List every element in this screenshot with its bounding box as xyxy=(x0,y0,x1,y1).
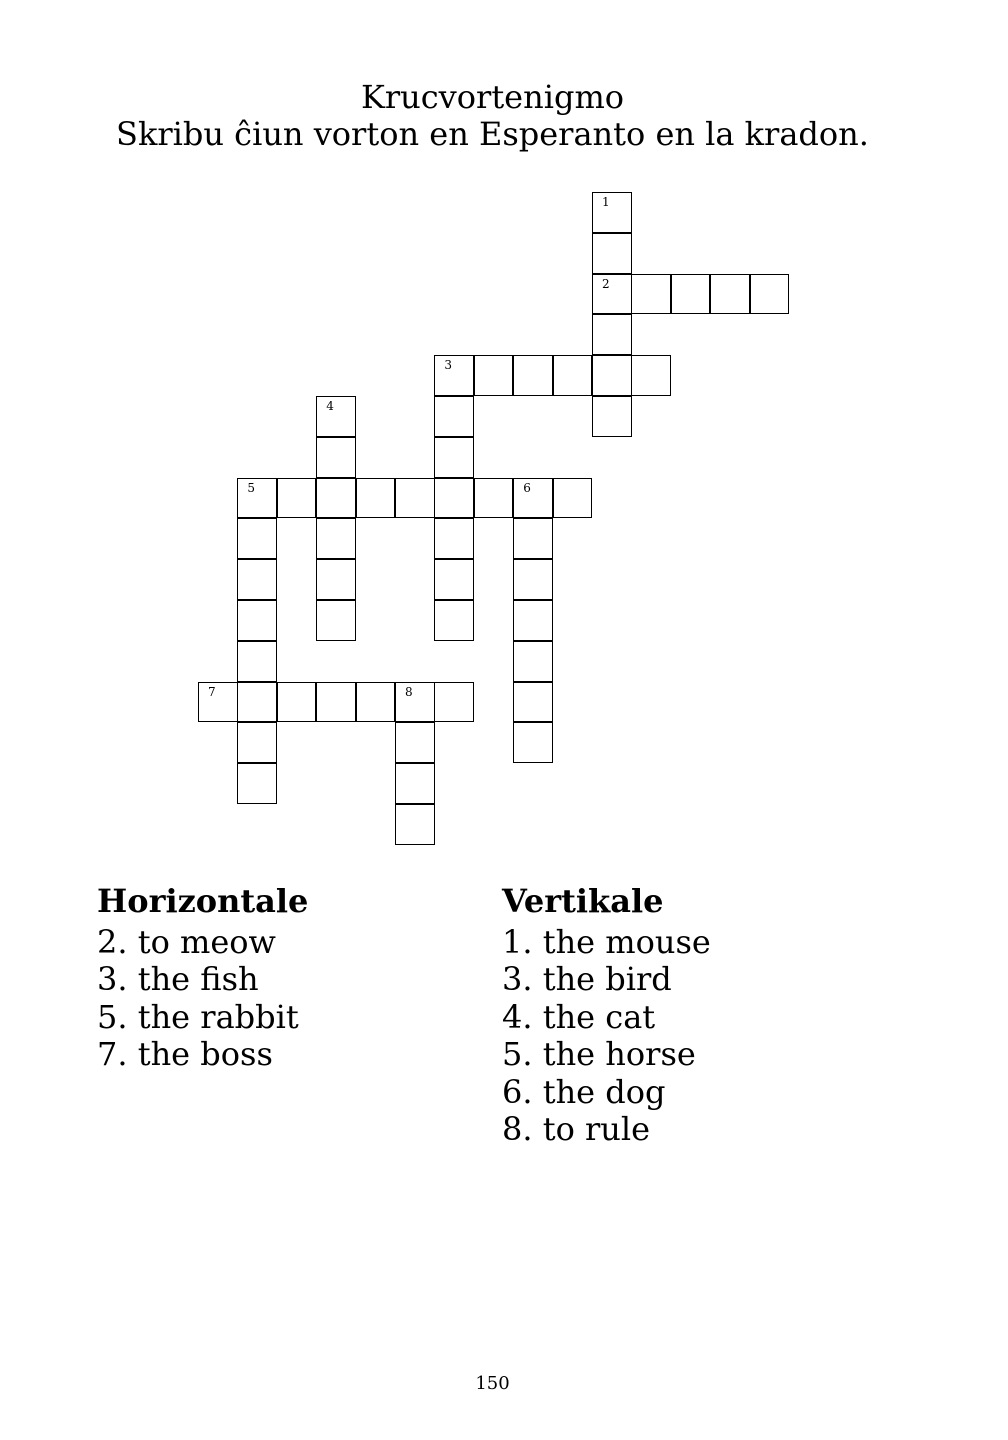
grid-cell[interactable] xyxy=(237,763,277,804)
grid-cell[interactable] xyxy=(237,518,277,559)
grid-cell[interactable] xyxy=(474,478,514,519)
clue-number: 3 xyxy=(444,358,453,373)
grid-cell[interactable] xyxy=(592,355,632,396)
grid-cell[interactable] xyxy=(592,274,632,315)
down-clue: 3. the bird xyxy=(502,960,672,999)
grid-cell[interactable] xyxy=(513,722,553,763)
grid-cell[interactable] xyxy=(237,641,277,682)
grid-cell[interactable] xyxy=(434,396,474,437)
grid-cell[interactable] xyxy=(237,478,277,519)
clue-number: 2 xyxy=(602,276,610,291)
across-clue: 5. the rabbit xyxy=(97,997,299,1036)
grid-cell[interactable] xyxy=(198,682,238,723)
grid-cell[interactable] xyxy=(671,274,711,315)
grid-cell[interactable] xyxy=(434,478,474,519)
grid-cell[interactable] xyxy=(395,722,435,763)
across-heading: Horizontale xyxy=(97,882,309,920)
grid-cell[interactable] xyxy=(395,478,435,519)
grid-cell[interactable] xyxy=(434,600,474,641)
across-clue: 7. the boss xyxy=(97,1035,273,1074)
clue-number: 8 xyxy=(405,684,413,699)
grid-cell[interactable] xyxy=(316,437,356,478)
grid-cell[interactable] xyxy=(513,518,553,559)
puzzle-title: Krucvortenigmo xyxy=(360,78,625,116)
grid-cell[interactable] xyxy=(710,274,750,315)
grid-cell[interactable] xyxy=(395,682,435,723)
grid-cell[interactable] xyxy=(434,682,474,723)
grid-cell[interactable] xyxy=(750,274,790,315)
grid-cell[interactable] xyxy=(395,804,435,845)
grid-cell[interactable] xyxy=(513,355,553,396)
clue-number: 1 xyxy=(602,195,610,209)
grid-cell[interactable] xyxy=(513,559,553,600)
grid-cell[interactable] xyxy=(237,559,277,600)
down-clue: 4. the cat xyxy=(502,997,656,1036)
down-heading: Vertikale xyxy=(502,882,664,920)
grid-cell[interactable] xyxy=(553,478,593,519)
puzzle-instructions: Skribu ĉiun vorton en Esperanto en la kradon. xyxy=(116,115,869,153)
grid-cell[interactable] xyxy=(316,682,356,723)
clue-number: 4 xyxy=(326,399,334,413)
grid-cell[interactable] xyxy=(237,722,277,763)
across-clue: 3. the fish xyxy=(97,960,259,999)
grid-cell[interactable] xyxy=(277,682,317,723)
grid-cell[interactable] xyxy=(631,274,671,315)
grid-cell[interactable] xyxy=(474,355,514,396)
across-clue: 2. to meow xyxy=(97,923,276,961)
down-clue-list xyxy=(502,924,711,1148)
down-clue: 5. the horse xyxy=(502,1035,696,1074)
grid-cell[interactable] xyxy=(237,682,277,723)
grid-cell[interactable] xyxy=(592,396,632,437)
grid-cell[interactable] xyxy=(434,355,474,396)
grid-cell[interactable] xyxy=(434,518,474,559)
grid-cell[interactable] xyxy=(513,478,553,519)
grid-cell[interactable] xyxy=(434,437,474,478)
page-number: 150 xyxy=(475,1373,510,1394)
grid-cell[interactable] xyxy=(356,682,396,723)
down-clue: 6. the dog xyxy=(502,1072,666,1111)
grid-cell[interactable] xyxy=(513,600,553,641)
clue-number: 7 xyxy=(208,684,216,699)
grid-cell[interactable] xyxy=(513,641,553,682)
grid-cell[interactable] xyxy=(592,314,632,355)
across-clue-list xyxy=(97,924,299,1074)
grid-cell[interactable] xyxy=(553,355,593,396)
grid-cell[interactable] xyxy=(237,600,277,641)
grid-cell[interactable] xyxy=(316,396,356,437)
down-clue: 8. to rule xyxy=(502,1110,651,1149)
grid-cell[interactable] xyxy=(316,518,356,559)
grid-cell[interactable] xyxy=(395,763,435,804)
grid-cell[interactable] xyxy=(631,355,671,396)
grid-cell[interactable] xyxy=(356,478,396,519)
grid-cell[interactable] xyxy=(592,233,632,274)
grid-cell[interactable] xyxy=(434,559,474,600)
grid-cell[interactable] xyxy=(316,478,356,519)
grid-cell[interactable] xyxy=(316,559,356,600)
grid-cell[interactable] xyxy=(277,478,317,519)
grid-cell[interactable] xyxy=(592,192,632,233)
clue-number: 6 xyxy=(523,480,531,495)
down-clue: 1. the mouse xyxy=(502,923,711,961)
grid-cell[interactable] xyxy=(513,682,553,723)
clue-number: 5 xyxy=(247,480,256,495)
grid-cell[interactable] xyxy=(316,600,356,641)
